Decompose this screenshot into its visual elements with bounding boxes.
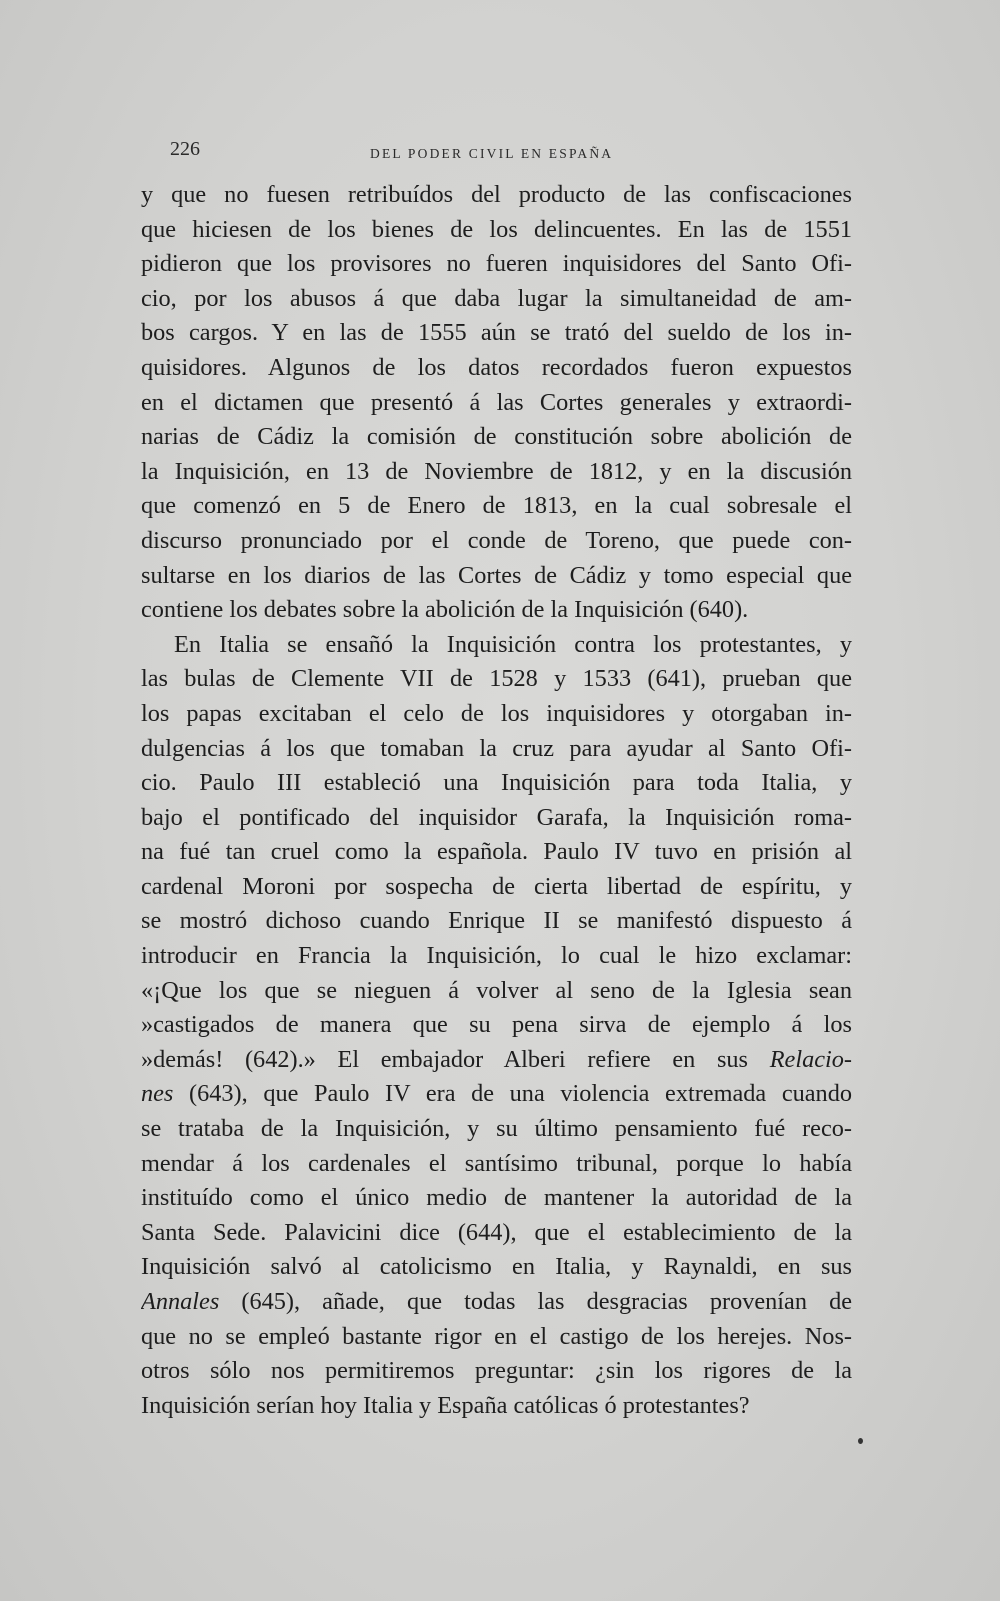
text-line: introducir en Francia la Inquisición, lo cual le hizo exclamar:	[141, 942, 852, 970]
body-text	[141, 178, 852, 1423]
line-text: (645), añade, que todas las desgracias provenían de	[241, 1288, 852, 1315]
text-line: cardenal Moroni por sospecha de cierta libertad de espíritu, y	[141, 872, 852, 900]
line-text: »demás! (642).» El embajador Alberi refiere en sus	[141, 1045, 749, 1073]
line-text: (643), que Paulo IV era de una violencia extremada cuando	[189, 1080, 852, 1108]
text-line-with-italic	[141, 1285, 852, 1320]
text-line: que hiciesen de los bienes de los delincuentes. En las de 1551	[141, 215, 852, 243]
text-line-with-italic	[141, 1043, 852, 1078]
italic-title: nes	[141, 1080, 174, 1108]
page-header	[170, 138, 850, 168]
text-line: que comenzó en 5 de Enero de 1813, en la cual sobresale el	[141, 492, 852, 520]
text-line: sultarse en los diarios de las Cortes de Cádiz y tomo especial que	[141, 561, 852, 589]
text-line: mendar á los cardenales el santísimo tribunal, porque lo había	[141, 1149, 852, 1177]
page-number: 226	[170, 138, 200, 160]
text-line: En Italia se ensañó la Inquisición contra los protestantes, y	[174, 630, 852, 658]
text-line: que no se empleó bastante rigor en el castigo de los herejes. Nos-	[141, 1322, 852, 1350]
text-line: la Inquisición, en 13 de Noviembre de 1812, y en la discusión	[141, 457, 852, 485]
text-line: en el dictamen que presentó á las Cortes generales y extraordi-	[141, 388, 852, 416]
text-line: y que no fuesen retribuídos del producto de las confiscaciones	[141, 181, 852, 208]
text-line: quisidores. Algunos de los datos recordados fueron expuestos	[141, 353, 852, 381]
text-line: pidieron que los provisores no fueren inquisidores del Santo Ofi-	[141, 250, 852, 278]
text-line: dulgencias á los que tomaban la cruz para ayudar al Santo Ofi-	[141, 734, 852, 762]
ink-speck	[858, 1438, 863, 1444]
text-line: na fué tan cruel como la española. Paulo IV tuvo en prisión al	[141, 838, 852, 866]
text-line: Santa Sede. Palavicini dice (644), que el establecimiento de la	[141, 1218, 852, 1246]
italic-title: Relacio-	[769, 1045, 852, 1073]
text-line: las bulas de Clemente VII de 1528 y 1533 (641), prueban que	[141, 665, 852, 693]
text-line: Inquisición serían hoy Italia y España católicas ó protestantes?	[141, 1391, 750, 1419]
running-head: DEL PODER CIVIL EN ESPAÑA	[370, 146, 614, 161]
text-line: bos cargos. Y en las de 1555 aún se trató del sueldo de los in-	[141, 319, 852, 347]
text-line: narias de Cádiz la comisión de constitución sobre abolición de	[141, 423, 852, 451]
text-line: bajo el pontificado del inquisidor Garafa, la Inquisición roma-	[141, 803, 852, 831]
text-line-with-italic	[141, 1077, 852, 1112]
text-line: instituído como el único medio de mantener la autoridad de la	[141, 1184, 852, 1212]
text-line: «¡Que los que se nieguen á volver al seno de la Iglesia sean	[141, 976, 852, 1004]
text-line: se trataba de la Inquisición, y su último pensamiento fué reco-	[141, 1115, 852, 1143]
text-line: Inquisición salvó al catolicismo en Italia, y Raynaldi, en sus	[141, 1253, 852, 1281]
italic-title: Annales	[141, 1288, 220, 1315]
text-line: otros sólo nos permitiremos preguntar: ¿sin los rigores de la	[141, 1357, 852, 1385]
text-line: contiene los debates sobre la abolición de la Inquisición (640).	[141, 596, 749, 624]
text-line: cio. Paulo III estableció una Inquisición para toda Italia, y	[141, 769, 852, 797]
text-line: discurso pronunciado por el conde de Toreno, que puede con-	[141, 526, 852, 554]
text-line: cio, por los abusos á que daba lugar la simultaneidad de am-	[141, 284, 852, 312]
text-line: los papas excitaban el celo de los inquisidores y otorgaban in-	[141, 699, 852, 727]
text-line: se mostró dichoso cuando Enrique II se manifestó dispuesto á	[141, 907, 852, 935]
text-line: »castigados de manera que su pena sirva de ejemplo á los	[141, 1011, 852, 1039]
